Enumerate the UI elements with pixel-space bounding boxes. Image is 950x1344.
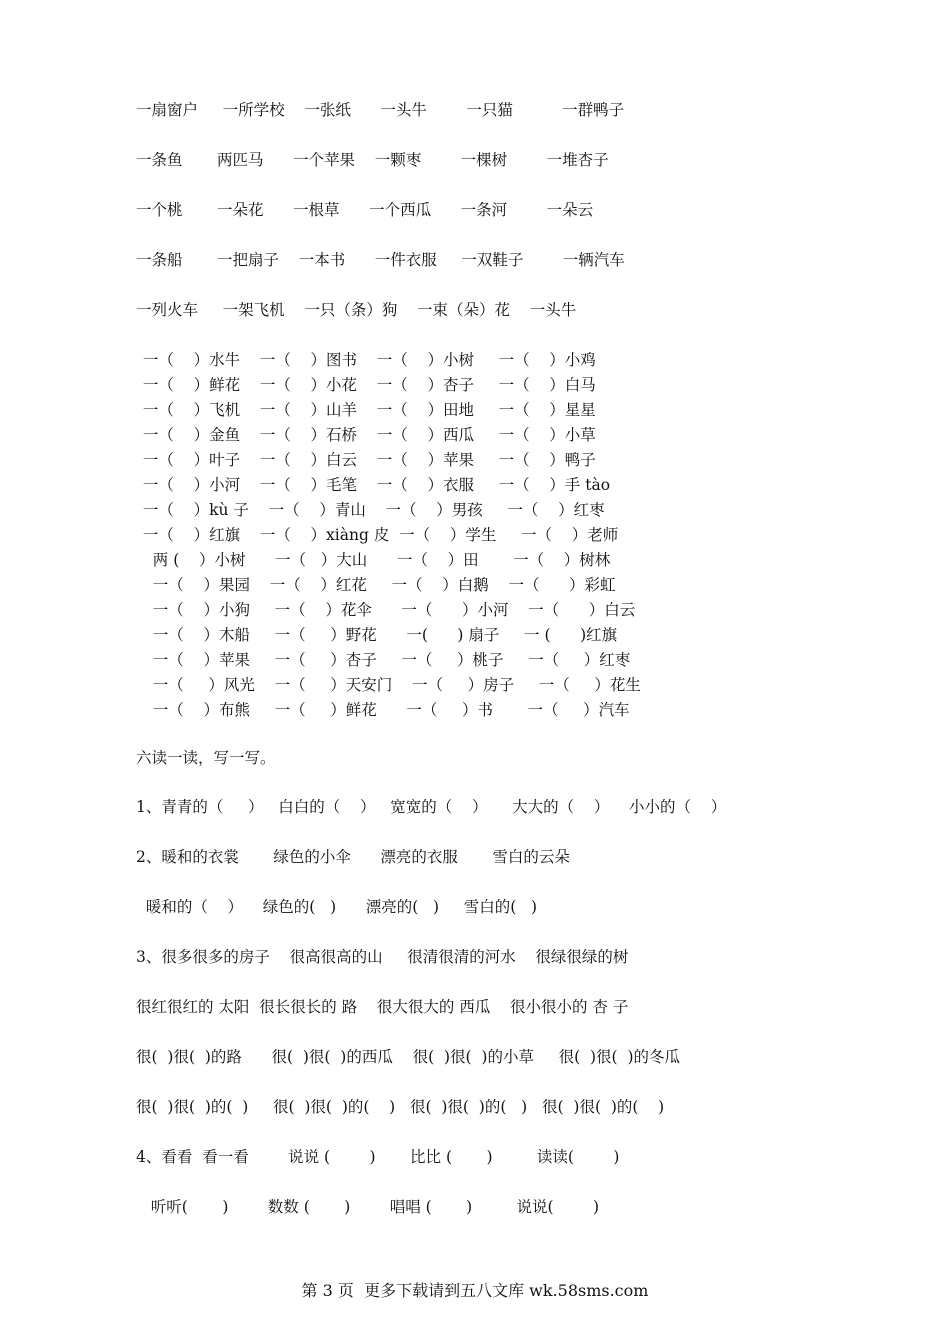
measure-word-row: 一个桃 一朵花 一根草 一个西瓜 一条河 一朵云 — [136, 201, 594, 219]
fill-blank-row: 一（ ）果园 一（ ）红花 一（ ）白鹅 一（ ）彩虹 — [138, 576, 616, 594]
fill-blank-row: 一（ ）风光 一（ ）天安门 一（ ）房子 一（ ）花生 — [138, 676, 641, 694]
exercise-row: 很红很红的 太阳 很长很长的 路 很大很大的 西瓜 很小很小的 杏 子 — [136, 998, 629, 1016]
fill-blank-row: 一（ ）小河 一（ ）毛笔 一（ ）衣服 一（ ）手 tào — [138, 476, 611, 494]
exercise-row: 暖和的（ ） 绿色的( ) 漂亮的( ) 雪白的( ) — [136, 898, 538, 916]
exercise-row: 1、青青的（ ） 白白的（ ） 宽宽的（ ） 大大的（ ） 小小的（ ） — [136, 798, 727, 816]
page-footer: 第 3 页 更多下载请到五八文库 wk.58sms.com — [301, 1281, 649, 1300]
fill-blank-row: 一（ ）木船 一（ ）野花 一( ) 扇子 一 ( )红旗 — [138, 626, 618, 644]
fill-blank-row: 一（ ）叶子 一（ ）白云 一（ ）苹果 一（ ）鸭子 — [138, 451, 596, 469]
exercise-row: 很( )很( )的( ) 很( )很( )的( ) 很( )很( )的( ) 很( )很( )的( ) — [136, 1098, 665, 1116]
section-title: 六读一读，写一写。 — [136, 749, 276, 767]
fill-blank-row: 两 ( ）小树 一（ ）大山 一（ ）田 一（ ）树林 — [138, 551, 611, 569]
fill-blank-row: 一（ ）kù 子 一（ ）青山 一（ ）男孩 一（ ）红枣 — [138, 501, 605, 519]
measure-word-row: 一扇窗户 一所学校 一张纸 一头牛 一只猫 一群鸭子 — [136, 101, 625, 119]
exercise-row: 4、看看 看一看 说说 ( ) 比比 ( ) 读读( ) — [136, 1148, 620, 1166]
fill-blank-row: 一（ ）红旗 一（ ）xiàng 皮 一（ ）学生 一（ ）老师 — [138, 526, 619, 544]
exercise-row: 3、很多很多的房子 很高很高的山 很清很清的河水 很绿很绿的树 — [136, 948, 629, 966]
exercise-row: 听听( ) 数数 ( ) 唱唱 ( ) 说说( ) — [136, 1198, 600, 1216]
fill-blank-row: 一（ ）鲜花 一（ ）小花 一（ ）杏子 一（ ）白马 — [138, 376, 596, 394]
exercise-row: 很( )很( )的路 很( )很( )的西瓜 很( )很( )的小草 很( )很( )的冬瓜 — [136, 1048, 680, 1066]
measure-word-row: 一条船 一把扇子 一本书 一件衣服 一双鞋子 一辆汽车 — [136, 251, 625, 269]
fill-blank-row: 一（ ）苹果 一（ ）杏子 一（ ）桃子 一（ ）红枣 — [138, 651, 631, 669]
exercise-row: 2、暖和的衣裳 绿色的小伞 漂亮的衣服 雪白的云朵 — [136, 848, 570, 866]
measure-word-row: 一条鱼 两匹马 一个苹果 一颗枣 一棵树 一堆杏子 — [136, 151, 609, 169]
fill-blank-row: 一（ ）小狗 一（ ）花伞 一（ ）小河 一（ ）白云 — [138, 601, 636, 619]
fill-blank-row: 一（ ）金鱼 一（ ）石桥 一（ ）西瓜 一（ ）小草 — [138, 426, 596, 444]
measure-word-row: 一列火车 一架飞机 一只（条）狗 一束（朵）花 一头牛 — [136, 301, 577, 319]
fill-blank-row: 一（ ）布熊 一（ ）鲜花 一（ ）书 一（ ）汽车 — [138, 701, 630, 719]
fill-blank-row: 一（ ）水牛 一（ ）图书 一（ ）小树 一（ ）小鸡 — [138, 351, 596, 369]
fill-blank-row: 一（ ）飞机 一（ ）山羊 一（ ）田地 一（ ）星星 — [138, 401, 596, 419]
